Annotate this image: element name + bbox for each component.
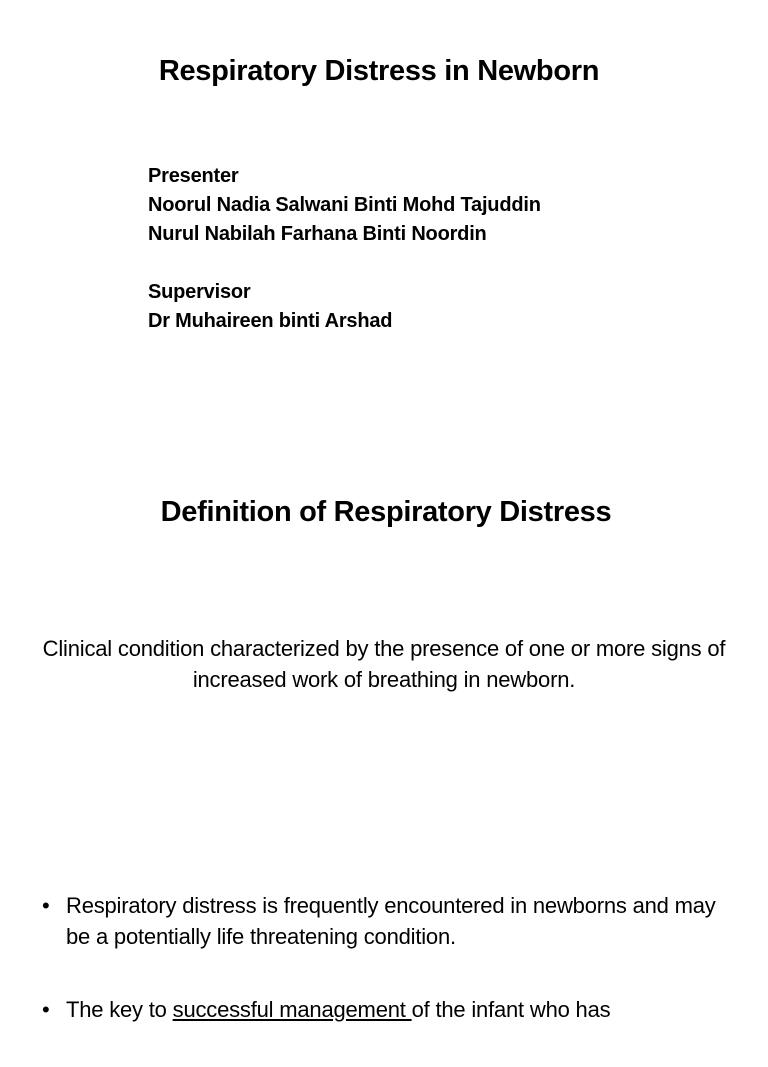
presenter-name-2: Nurul Nabilah Farhana Binti Noordin	[148, 223, 487, 245]
bullet-text-after: of the infant who has	[411, 997, 611, 1022]
supervisor-name: Dr Muhaireen binti Arshad	[148, 310, 393, 332]
supervisor-heading: Supervisor	[148, 281, 251, 303]
definition-title: Definition of Respiratory Distress	[160, 496, 612, 528]
bullet-slide	[0, 850, 768, 1024]
spacer	[148, 249, 541, 278]
bullet-text-underlined: successful management	[172, 997, 412, 1022]
presenter-heading: Presenter	[148, 165, 239, 187]
definition-slide	[0, 440, 768, 840]
definition-text: Clinical condition characterized by the presence of one or more signs of increased work of breathing in newborn.	[42, 636, 726, 692]
bullet-list	[0, 890, 768, 1067]
credits-block	[148, 162, 541, 336]
presentation-title: Respiratory Distress in Newborn	[158, 55, 600, 87]
title-slide	[0, 0, 768, 420]
presenter-name-1: Noorul Nadia Salwani Binti Mohd Tajuddin	[148, 194, 541, 216]
bullet-marker: •	[42, 997, 50, 1022]
bullet-marker: •	[42, 893, 50, 918]
bullet-text-before: The key to	[66, 997, 173, 1022]
bullet-item	[0, 890, 768, 952]
bullet-item	[0, 994, 768, 1025]
bullet-text: Respiratory distress is frequently encountered in newborns and may be a potentially life threatening condition.	[66, 893, 716, 949]
